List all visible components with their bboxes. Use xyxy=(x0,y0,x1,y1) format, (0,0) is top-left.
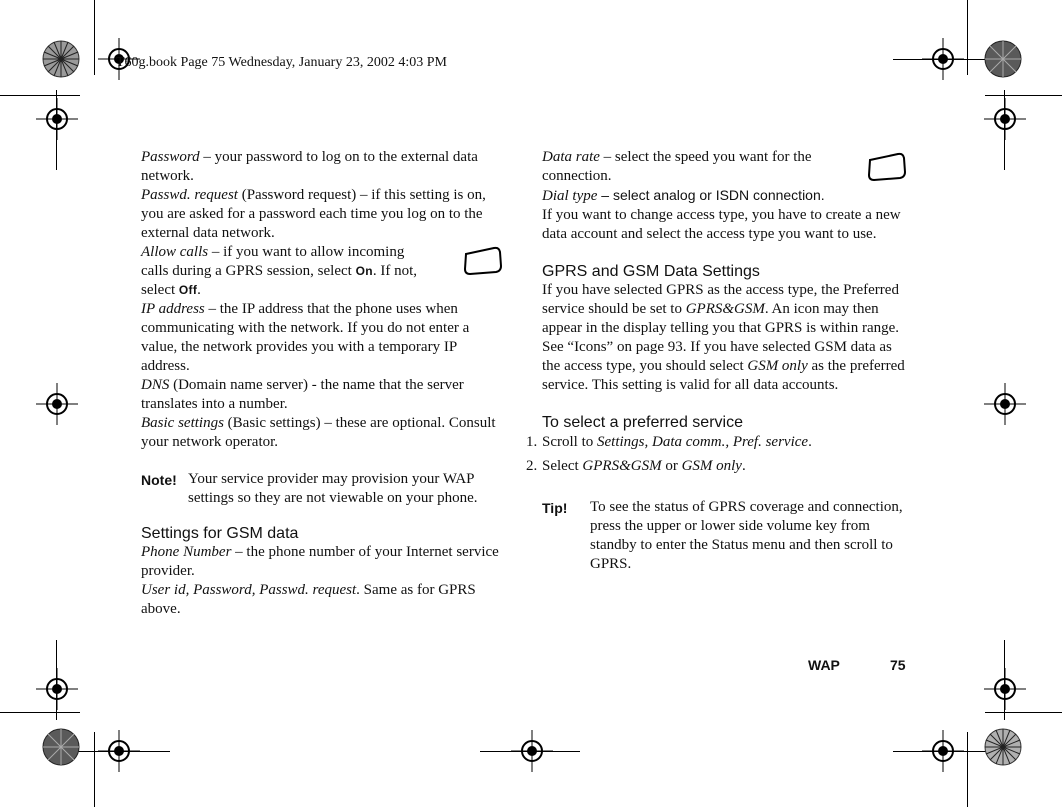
paragraph-user-id xyxy=(141,581,506,619)
registration-mark-icon xyxy=(984,668,1026,710)
step-text xyxy=(542,433,812,452)
text: . If not, select xyxy=(141,263,418,298)
crop-mark xyxy=(1004,90,1005,170)
gsm-heading: Settings for GSM data xyxy=(141,525,299,542)
step-list xyxy=(526,433,908,476)
text: . xyxy=(808,434,812,450)
note-label: Note! xyxy=(141,472,177,488)
left-column xyxy=(141,148,506,619)
option-on: On xyxy=(355,264,373,278)
term: User id, Password, Passwd. request xyxy=(141,582,357,598)
registration-mark-icon xyxy=(36,383,78,425)
crop-mark xyxy=(0,712,80,713)
term: Passwd. request xyxy=(141,187,238,203)
phone-keypad-icon xyxy=(462,246,502,276)
step-text xyxy=(542,457,746,476)
footer-section: WAP xyxy=(808,657,840,673)
page-number: 75 xyxy=(890,657,906,673)
term: DNS xyxy=(141,377,170,393)
step-number: 1. xyxy=(526,434,538,450)
text: Scroll to xyxy=(542,434,597,450)
paragraph-dial-type xyxy=(542,186,908,206)
crop-mark xyxy=(967,0,968,75)
crop-mark xyxy=(893,59,993,60)
phone-keypad-icon xyxy=(866,152,906,182)
term: Allow calls xyxy=(141,244,209,260)
select-service-heading: To select a preferred service xyxy=(542,414,743,431)
text: . Same as for GPRS above. xyxy=(141,582,476,617)
crop-mark xyxy=(893,751,993,752)
paragraph-access-type: If you want to change access type, you have to create a new data account and select the access type you want to use. xyxy=(542,207,901,242)
term: Password xyxy=(141,149,200,165)
gprs-heading: GPRS and GSM Data Settings xyxy=(542,263,760,280)
registration-mark-icon xyxy=(984,98,1026,140)
paragraph-dns xyxy=(141,376,506,414)
term: Dial type xyxy=(542,188,598,204)
paragraph-data-rate xyxy=(542,148,908,186)
star-target-icon xyxy=(984,40,1022,78)
paragraph-phone-number xyxy=(141,543,506,581)
tip-block xyxy=(542,498,908,574)
term: Settings, Data comm., Pref. service xyxy=(597,434,809,450)
registration-mark-icon xyxy=(36,668,78,710)
text: – your password to log on to the external data network. xyxy=(141,149,478,184)
option-off: Off xyxy=(178,283,198,297)
text: (Password request) – if this setting is on, you are asked for a password each time you log on to the external data network. xyxy=(141,187,486,241)
crop-mark xyxy=(967,732,968,807)
text: as the preferred service. This setting is valid for all data accounts. xyxy=(542,358,905,393)
star-target-icon xyxy=(42,40,80,78)
crop-mark xyxy=(56,90,57,170)
step-item xyxy=(526,457,908,476)
term: Phone Number xyxy=(141,544,232,560)
text: – select analog or ISDN connection. xyxy=(597,187,825,203)
text: . xyxy=(197,282,201,298)
term: GSM only xyxy=(681,458,742,474)
paragraph-gprs-gsm xyxy=(542,281,908,395)
star-target-icon xyxy=(42,728,80,766)
note-text: Your service provider may provision your WAP settings so they are not viewable on your phone. xyxy=(188,471,478,506)
paragraph-ip-address xyxy=(141,300,506,376)
text: – the IP address that the phone uses when communicating with the network. If you do not enter a value, the network provides you with a temporary IP address. xyxy=(141,301,470,374)
crop-mark xyxy=(56,640,57,720)
term: GPRS&GSM xyxy=(685,301,765,317)
text: Select xyxy=(542,458,583,474)
text: (Domain name server) - the name that the server translates into a number. xyxy=(141,377,464,412)
crop-mark xyxy=(0,95,80,96)
step-number: 2. xyxy=(526,458,538,474)
paragraph-allow-calls xyxy=(141,243,506,300)
text: . An icon may then appear in the display telling you that GPRS is within range. See “Icons” on page 93. If you have selected GSM data as the access type, you should select xyxy=(542,301,900,374)
book-info-header: T60g.book Page 75 Wednesday, January 23, 2002 4:03 PM xyxy=(116,55,447,70)
crop-mark xyxy=(985,95,1062,96)
crop-mark xyxy=(1004,640,1005,720)
term: IP address xyxy=(141,301,205,317)
paragraph-passwd-request xyxy=(141,186,506,243)
text: – if you want to allow incoming calls during a GPRS session, select xyxy=(141,244,405,279)
text: or xyxy=(661,458,682,474)
right-column xyxy=(526,148,908,574)
note-block xyxy=(141,470,506,508)
registration-mark-icon xyxy=(36,98,78,140)
crop-mark xyxy=(70,751,170,752)
text: – the phone number of your Internet service provider. xyxy=(141,544,499,579)
paragraph-basic-settings xyxy=(141,414,506,452)
step-item xyxy=(526,433,908,452)
text: If you have selected GPRS as the access type, the Preferred service should be set to xyxy=(542,282,899,317)
term: Data rate xyxy=(542,149,600,165)
crop-mark xyxy=(985,712,1062,713)
text: (Basic settings) – these are optional. Consult your network operator. xyxy=(141,415,496,450)
crop-mark xyxy=(94,0,95,75)
paragraph-password xyxy=(141,148,506,186)
registration-mark-icon xyxy=(984,383,1026,425)
text: – select the speed you want for the connection. xyxy=(542,149,812,184)
crop-mark xyxy=(94,732,95,807)
tip-text: To see the status of GPRS coverage and connection, press the upper or lower side volume key from standby to enter the Status menu and then scroll to GPRS. xyxy=(590,499,903,572)
term: GPRS&GSM xyxy=(582,458,662,474)
term: GSM only xyxy=(747,358,808,374)
tip-label: Tip! xyxy=(542,500,568,516)
text: . xyxy=(741,458,746,474)
crop-mark xyxy=(480,751,580,752)
term: Basic settings xyxy=(141,415,224,431)
star-target-icon xyxy=(984,728,1022,766)
